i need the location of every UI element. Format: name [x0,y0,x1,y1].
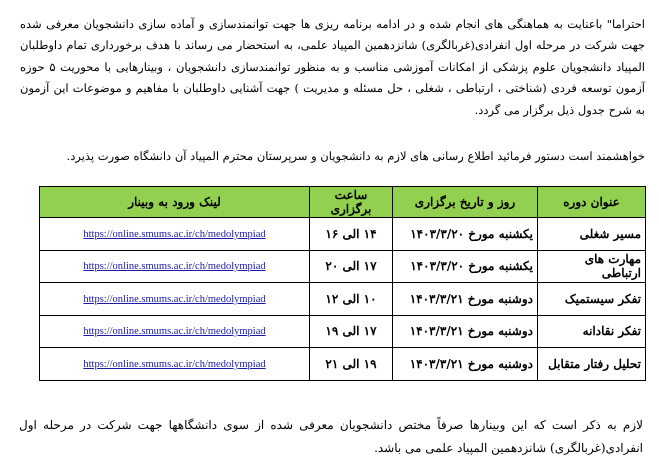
session-date: دوشنبه مورخ ۱۴۰۳/۳/۲۱ [393,315,538,348]
table-row [40,218,646,251]
session-time: ۱۹ الی ۲۱ [310,348,393,381]
table-row [40,250,646,283]
webinar-link[interactable]: https://online.smums.ac.ir/ch/medolympiad [83,326,266,338]
session-time: ۱۷ الی ۱۹ [310,315,393,348]
session-date: یکشنبه مورخ ۱۴۰۳/۳/۲۰ [393,218,538,251]
webinar-link-cell [40,283,310,316]
session-date: یکشنبه مورخ ۱۴۰۳/۳/۲۰ [393,250,538,283]
course-title: تفکر سیستمیک [538,283,646,316]
intro-paragraph: احتراما" باعنایت به هماهنگی های انجام شده و در ادامه برنامه ریزی ها جهت توانمندسازی و آماده سازی دانشجویان معرفی شده جهت شرکت در مرحله اول انفرادی(غربالگری) شانزدهمین المپیاد علمی، به استحضار می رساند با هدف برخورداری تمام داوطلبان المپیاد دانشجویان علوم پزشکی از امکانات آموزشی مناسب و به منظور توانمندسازی دانشجویان ، وبینارهایی با محوریت ۵ حوزه آزمون توسعه فردی (شناختی ، ارتباطی ، شغلی ، حل مسئله و مدیریت ) جهت آشنایی داوطلبان با مفاهیم و موضوعات این آزمون به شرح جدول ذیل برگزار می گردد. [20,16,645,117]
session-time: ۱۰ الی ۱۲ [310,283,393,316]
webinar-link[interactable]: https://online.smums.ac.ir/ch/medolympiad [83,358,266,370]
session-time: ۱۷ الی ۲۰ [310,250,393,283]
webinar-link-cell [40,348,310,381]
session-date: دوشنبه مورخ ۱۴۰۳/۳/۲۱ [393,283,538,316]
webinar-link[interactable]: https://online.smums.ac.ir/ch/medolympiad [83,261,266,273]
table-row [40,348,646,381]
header-date: روز و تاریخ برگزاری [393,187,538,218]
course-title: مهارت های ارتباطی [538,250,646,283]
webinar-link-cell [40,250,310,283]
table-row [40,283,646,316]
webinar-link[interactable]: https://online.smums.ac.ir/ch/medolympiad [83,293,266,305]
session-time: ۱۴ الی ۱۶ [310,218,393,251]
course-title: تفکر نقادانه [538,315,646,348]
request-paragraph: خواهشمند است دستور فرمائید اطلاع رسانی های لازم به دانشجویان و سرپرستان محترم المپیاد آن دانشگاه صورت پذیرد. [66,148,645,163]
note-paragraph: لازم به ذکر است که این وبینارها صرفاً مختص دانشجویان معرفی شده از سوی دانشگاهها جهت شرکت در مرحله اول انفرادی(غربالگری) شانزدهمین المپیاد علمی می باشد. [19,418,643,455]
table-header-row [40,187,646,218]
header-link: لینک ورود به وبینار [40,187,310,218]
course-title: تحلیل رفتار متقابل [538,348,646,381]
webinar-link-cell [40,218,310,251]
header-time: ساعت برگزاری [310,187,393,218]
webinar-link-cell [40,315,310,348]
session-date: دوشنبه مورخ ۱۴۰۳/۳/۲۱ [393,348,538,381]
webinar-link[interactable]: https://online.smums.ac.ir/ch/medolympiad [83,228,266,240]
webinar-schedule-table [39,186,646,381]
course-title: مسیر شغلی [538,218,646,251]
table-row [40,315,646,348]
header-course: عنوان دوره [538,187,646,218]
